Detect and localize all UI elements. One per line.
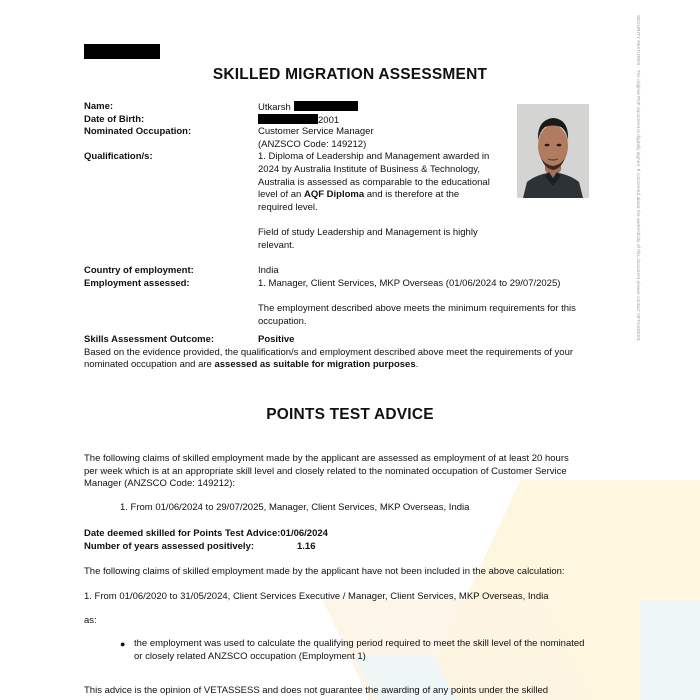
name-value: Utkarsh	[258, 101, 608, 115]
employment-note: The employment described above meets the minimum requirements for this occupation.	[258, 303, 576, 327]
applicant-photo	[517, 104, 589, 198]
outcome-label: Skills Assessment Outcome:	[84, 334, 215, 345]
qualification-value: 1. Diploma of Leadership and Management awarded in 2024 by Australia Institute of Business & Technology, Australia is assessed as comparable to the educational level of an AQF Diploma and is therefore at the required level.	[258, 151, 490, 213]
redaction-block	[294, 101, 358, 111]
redaction-block	[84, 44, 160, 59]
outcome-value: Positive	[258, 334, 295, 345]
claim-item: 1. From 01/06/2024 to 29/07/2025, Manager, Client Services, MKP Overseas, India	[120, 502, 470, 513]
redaction-block	[258, 114, 318, 124]
occupation-value: Customer Service Manager (ANZSCO Code: 149212)	[258, 126, 374, 150]
section-title: POINTS TEST ADVICE	[266, 406, 434, 423]
advice-text: This advice is the opinion of VETASSESS and does not guarantee the awarding of any points under the skilled	[84, 685, 549, 696]
years-value: 1.16	[297, 540, 316, 552]
bullet-icon: ●	[120, 639, 126, 649]
date-deemed-label: Date deemed skilled for Points Test Advice:01/06/2024	[84, 528, 328, 539]
background-watermark-shape	[640, 600, 700, 700]
country-value: India	[258, 265, 279, 276]
occupation-label: Nominated Occupation:	[84, 126, 192, 138]
page-title: SKILLED MIGRATION ASSESSMENT	[212, 66, 488, 83]
years-label: Number of years assessed positively:	[84, 540, 255, 552]
employment-value: 1. Manager, Client Services, MKP Overseas (01/06/2024 to 29/07/2025)	[258, 277, 561, 289]
excluded-item: 1. From 01/06/2020 to 31/05/2024, Client Services Executive / Manager, Client Services, MKP Overseas, India	[84, 591, 549, 602]
dob-value: 2001	[258, 114, 608, 128]
points-intro: The following claims of skilled employment made by the applicant are assessed as employment of at least 20 hours per week which is at an appropriate skill level and closely related to the nominated occupation of Customer Service Manager (ANZSCO Code: 149212):	[84, 453, 569, 490]
name-label: Name:	[84, 101, 114, 112]
evidence-statement: Based on the evidence provided, the qualification/s and employment described above meet the requirements of your nominated occupation and are assessed as suitable for migration purposes.	[84, 346, 574, 371]
employment-label: Employment assessed:	[84, 277, 190, 289]
as-label: as:	[84, 615, 97, 626]
field-of-study: Field of study Leadership and Management is highly relevant.	[258, 227, 478, 251]
bullet-text: the employment was used to calculate the qualifying period required to meet the skill level of the nominated or closely related ANZSCO occupation (Employment 1)	[134, 638, 585, 662]
qualification-label: Qualification/s:	[84, 151, 153, 163]
dob-label: Date of Birth:	[84, 113, 145, 125]
country-label: Country of employment:	[84, 265, 194, 276]
security-feature-text: SECURITY FEATURES - The original PDF document is digitally signed. If concerned about the authenticity of this document please contact VETASSESS.	[636, 15, 641, 343]
excluded-intro: The following claims of skilled employment made by the applicant have not been included in the above calculation:	[84, 566, 565, 577]
